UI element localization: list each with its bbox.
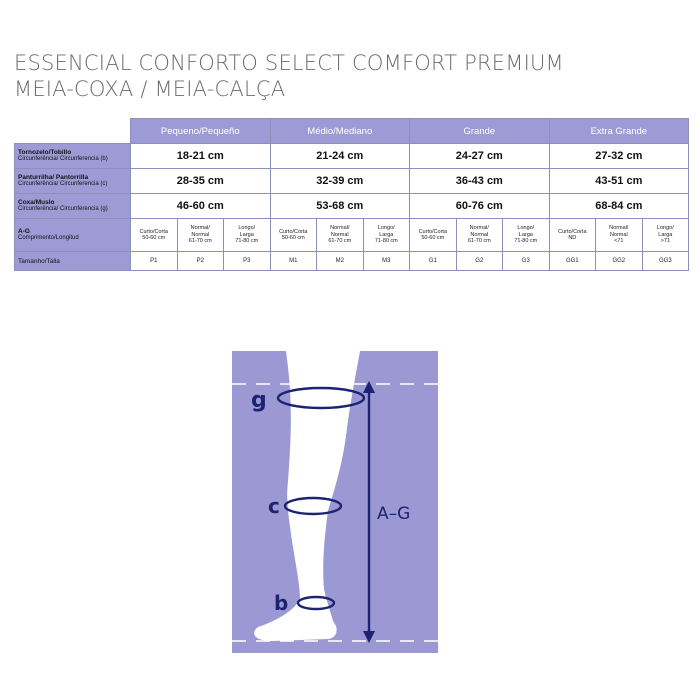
size-table — [14, 118, 689, 271]
measure-cell: 32-39 cm — [270, 169, 410, 194]
row-calf — [15, 169, 689, 194]
length-cell: Curto/Corta 50-60 cm — [270, 219, 317, 252]
group-header-pequeno: Pequeno/Pequeño — [131, 119, 271, 144]
length-cell: Normal/ Normal 61-70 cm — [456, 219, 503, 252]
size-code-cell: G3 — [503, 252, 550, 271]
leg-diagram-svg — [232, 351, 438, 653]
group-header-medio: Médio/Mediano — [270, 119, 410, 144]
row-thigh — [15, 194, 689, 219]
length-cell: Normal/ Normal 61-70 cm — [177, 219, 224, 252]
row-label-main: A-G — [18, 228, 30, 235]
row-label-ankle — [15, 144, 131, 169]
length-cell: Curto/Corta 50-60 cm — [410, 219, 457, 252]
size-group-header-row — [15, 119, 689, 144]
leg-measurement-diagram — [232, 351, 438, 653]
label-a-g: A–G — [377, 504, 411, 524]
row-ankle — [15, 144, 689, 169]
label-g: g — [251, 388, 267, 413]
length-cell: Longo/ Larga 71-80 cm — [363, 219, 410, 252]
size-code-cell: GG3 — [642, 252, 689, 271]
row-size — [15, 252, 689, 271]
size-code-cell: G1 — [410, 252, 457, 271]
size-code-cell: M1 — [270, 252, 317, 271]
row-label-size — [15, 252, 131, 271]
row-label-main: Tamanho/Talla — [18, 257, 60, 265]
size-code-cell: GG1 — [549, 252, 596, 271]
size-code-cell: M3 — [363, 252, 410, 271]
label-c: c — [268, 494, 280, 518]
row-label-sub: Circunferência/ Circunferencia (b) — [18, 156, 108, 162]
row-label-sub: Circunferência/ Circunferencia (c) — [18, 181, 108, 187]
length-cell: Longo/ Larga 71-80 cm — [503, 219, 550, 252]
measure-cell: 21-24 cm — [270, 144, 410, 169]
size-code-cell: P2 — [177, 252, 224, 271]
measure-cell: 24-27 cm — [410, 144, 550, 169]
length-cell: Curto/Corta 50-60 cm — [131, 219, 178, 252]
length-cell: Curto/Corta ND — [549, 219, 596, 252]
measure-cell: 60-76 cm — [410, 194, 550, 219]
row-label-sub: Circunferência/ Circunferencia (g) — [18, 206, 108, 212]
title-line-1: ESSENCIAL CONFORTO SELECT COMFORT PREMIUM — [14, 51, 564, 75]
size-code-cell: P1 — [131, 252, 178, 271]
measure-cell: 53-68 cm — [270, 194, 410, 219]
row-label-main: Panturrilha/ Pantorrilla — [18, 174, 89, 181]
measure-cell: 18-21 cm — [131, 144, 271, 169]
page-title — [14, 50, 694, 102]
group-header-extra-grande: Extra Grande — [549, 119, 689, 144]
label-b: b — [274, 591, 289, 615]
measure-cell: 68-84 cm — [549, 194, 689, 219]
size-code-cell: G2 — [456, 252, 503, 271]
row-label-calf — [15, 169, 131, 194]
title-line-2: MEIA-COXA / MEIA-CALÇA — [14, 77, 286, 101]
measure-cell: 46-60 cm — [131, 194, 271, 219]
measure-cell: 28-35 cm — [131, 169, 271, 194]
size-code-cell: GG2 — [596, 252, 643, 271]
measure-cell: 43-51 cm — [549, 169, 689, 194]
row-label-length — [15, 219, 131, 252]
length-cell: Normal/ Normal 61-70 cm — [317, 219, 364, 252]
row-label-sub: Comprimento/Longitud — [18, 235, 79, 241]
size-code-cell: P3 — [224, 252, 271, 271]
row-label-main: Tornozelo/Tobillo — [18, 149, 72, 156]
length-cell: Longo/ Larga >71 — [642, 219, 689, 252]
measure-cell: 36-43 cm — [410, 169, 550, 194]
row-label-main: Coxa/Muslo — [18, 199, 55, 206]
size-code-cell: M2 — [317, 252, 364, 271]
row-length — [15, 219, 689, 252]
length-cell: Longo/ Larga 71-80 cm — [224, 219, 271, 252]
header-blank-cell — [15, 119, 131, 144]
row-label-thigh — [15, 194, 131, 219]
measure-cell: 27-32 cm — [549, 144, 689, 169]
length-cell: Normal/ Normal <71 — [596, 219, 643, 252]
group-header-grande: Grande — [410, 119, 550, 144]
